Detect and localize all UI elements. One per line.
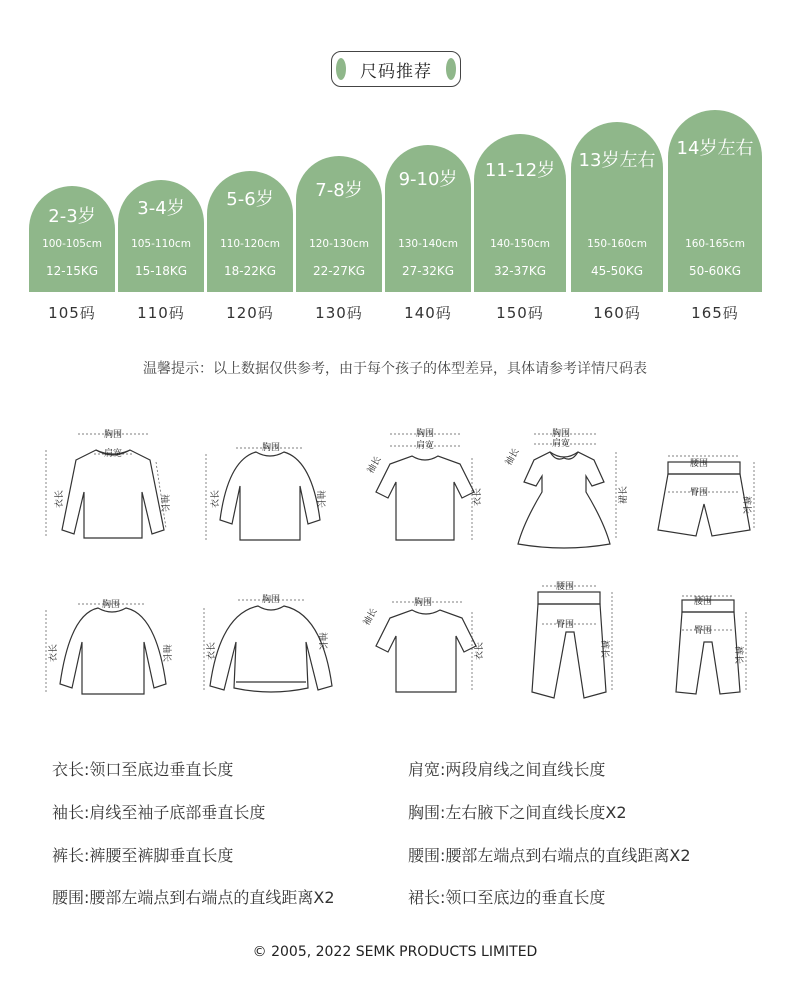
size-age: 7-8岁: [315, 180, 363, 201]
size-column: [29, 186, 115, 292]
sleeve-label: 袖长: [159, 494, 169, 513]
leggings-diagram: [660, 592, 760, 702]
pants-length-label: 裤长: [741, 496, 751, 515]
shoulder-label: 肩宽: [104, 449, 123, 459]
size-tip: 温馨提示：以上数据仅供参考，由于每个孩子的体型差异，具体请参考详情尺码表: [143, 361, 647, 377]
size-code: 140码: [404, 304, 452, 322]
length-label: 衣长: [211, 489, 221, 508]
size-code: 150码: [496, 304, 544, 322]
size-column: [474, 134, 566, 292]
raglan-sweatshirt-diagram: [38, 598, 178, 703]
length-label: 衣长: [475, 641, 485, 660]
size-code: 160码: [593, 304, 641, 322]
definition-item: 衣长:领口至底边垂直长度: [52, 760, 234, 779]
size-column: [571, 122, 663, 292]
pants-length-label: 裤长: [599, 640, 609, 659]
copyright-text: © 2005, 2022 SEMK PRODUCTS LIMITED: [252, 944, 538, 960]
size-height: 150-160cm: [587, 238, 647, 250]
sleeve-label: 袖长: [317, 632, 327, 651]
sweatshirt-diagram: [38, 420, 178, 560]
section-title-text: 尺码推荐: [360, 61, 432, 82]
dress-diagram: [500, 422, 630, 562]
definition-item: 肩宽:两段肩线之间直线长度: [408, 760, 606, 779]
pants-length-label: 裤长: [733, 646, 743, 665]
size-weight: 18-22KG: [223, 264, 277, 278]
shorts-diagram: [650, 452, 760, 547]
definition-item: 胸围:左右腋下之间直线长度X2: [408, 803, 627, 822]
waist-label: 腰围: [694, 597, 713, 607]
dress-length-label: 裙长: [619, 485, 629, 504]
size-weight: 50-60KG: [688, 264, 742, 278]
chest-label: 胸围: [552, 429, 571, 439]
size-weight: 32-37KG: [493, 264, 547, 278]
size-column: [296, 156, 382, 292]
chest-label: 胸围: [102, 600, 121, 610]
chest-label: 胸围: [104, 430, 123, 440]
sleeve-label: 袖长: [362, 606, 380, 628]
sleeve-label: 袖长: [365, 454, 384, 476]
tshirt-diagram-2: [362, 594, 492, 699]
size-age: 11-12岁: [484, 160, 556, 181]
sleeve-label: 袖长: [315, 490, 325, 509]
definition-item: 腰围:腰部左端点到右端点的直线距离X2: [408, 846, 691, 865]
size-column: [668, 110, 762, 292]
chest-label: 胸围: [262, 595, 281, 605]
size-weight: 45-50KG: [590, 264, 644, 278]
size-height: 110-120cm: [220, 238, 280, 250]
size-age: 5-6岁: [226, 189, 274, 210]
size-weight: 22-27KG: [312, 264, 366, 278]
size-column: [385, 145, 471, 292]
section-title: [331, 51, 461, 87]
waist-label: 腰围: [556, 582, 575, 592]
hip-label: 臀围: [694, 626, 713, 636]
hip-label: 臀围: [690, 488, 709, 498]
size-height: 140-150cm: [490, 238, 550, 250]
size-height: 130-140cm: [398, 238, 458, 250]
tshirt-diagram: [360, 422, 490, 552]
title-right-ornament: [446, 58, 456, 80]
hip-label: 臀围: [556, 620, 575, 630]
sleeve-label: 袖长: [503, 446, 522, 468]
size-height: 160-165cm: [685, 238, 745, 250]
jogger-pants-diagram: [520, 580, 620, 710]
size-code: 130码: [315, 304, 363, 322]
size-age: 14岁左右: [676, 138, 754, 159]
size-code: 165码: [691, 304, 739, 322]
definition-item: 裙长:领口至底边的垂直长度: [408, 888, 606, 907]
size-code: 110码: [137, 304, 185, 322]
title-left-ornament: [336, 58, 346, 80]
definition-item: 裤长:裤腰至裤脚垂直长度: [52, 846, 234, 865]
size-column: [118, 180, 204, 292]
size-code: 105码: [48, 304, 96, 322]
sleeve-label: 袖长: [161, 644, 171, 663]
size-weight: 27-32KG: [401, 264, 455, 278]
size-age: 2-3岁: [48, 206, 96, 227]
shoulder-label: 肩宽: [552, 439, 571, 449]
length-label: 衣长: [55, 489, 65, 508]
size-height: 100-105cm: [42, 238, 102, 250]
chest-label: 胸围: [262, 443, 281, 453]
chest-label: 胸围: [414, 598, 433, 608]
shoulder-label: 肩宽: [416, 441, 435, 451]
raglan-top-diagram: [200, 440, 340, 550]
size-age: 13岁左右: [578, 150, 656, 171]
size-weight: 15-18KG: [134, 264, 188, 278]
size-age: 9-10岁: [398, 169, 458, 190]
chest-label: 胸围: [416, 429, 435, 439]
definition-item: 袖长:肩线至袖子底部垂直长度: [52, 803, 266, 822]
size-weight: 12-15KG: [45, 264, 99, 278]
length-label: 衣长: [473, 487, 483, 506]
size-height: 105-110cm: [131, 238, 191, 250]
size-height: 120-130cm: [309, 238, 369, 250]
length-label: 衣长: [207, 641, 217, 660]
size-age: 3-4岁: [137, 198, 185, 219]
length-label: 衣长: [49, 643, 59, 662]
definition-item: 腰围:腰部左端点到右端点的直线距离X2: [52, 888, 335, 907]
size-column: [207, 171, 293, 292]
size-code: 120码: [226, 304, 274, 322]
waist-label: 腰围: [690, 459, 709, 469]
cuffed-sweatshirt-diagram: [196, 592, 346, 704]
